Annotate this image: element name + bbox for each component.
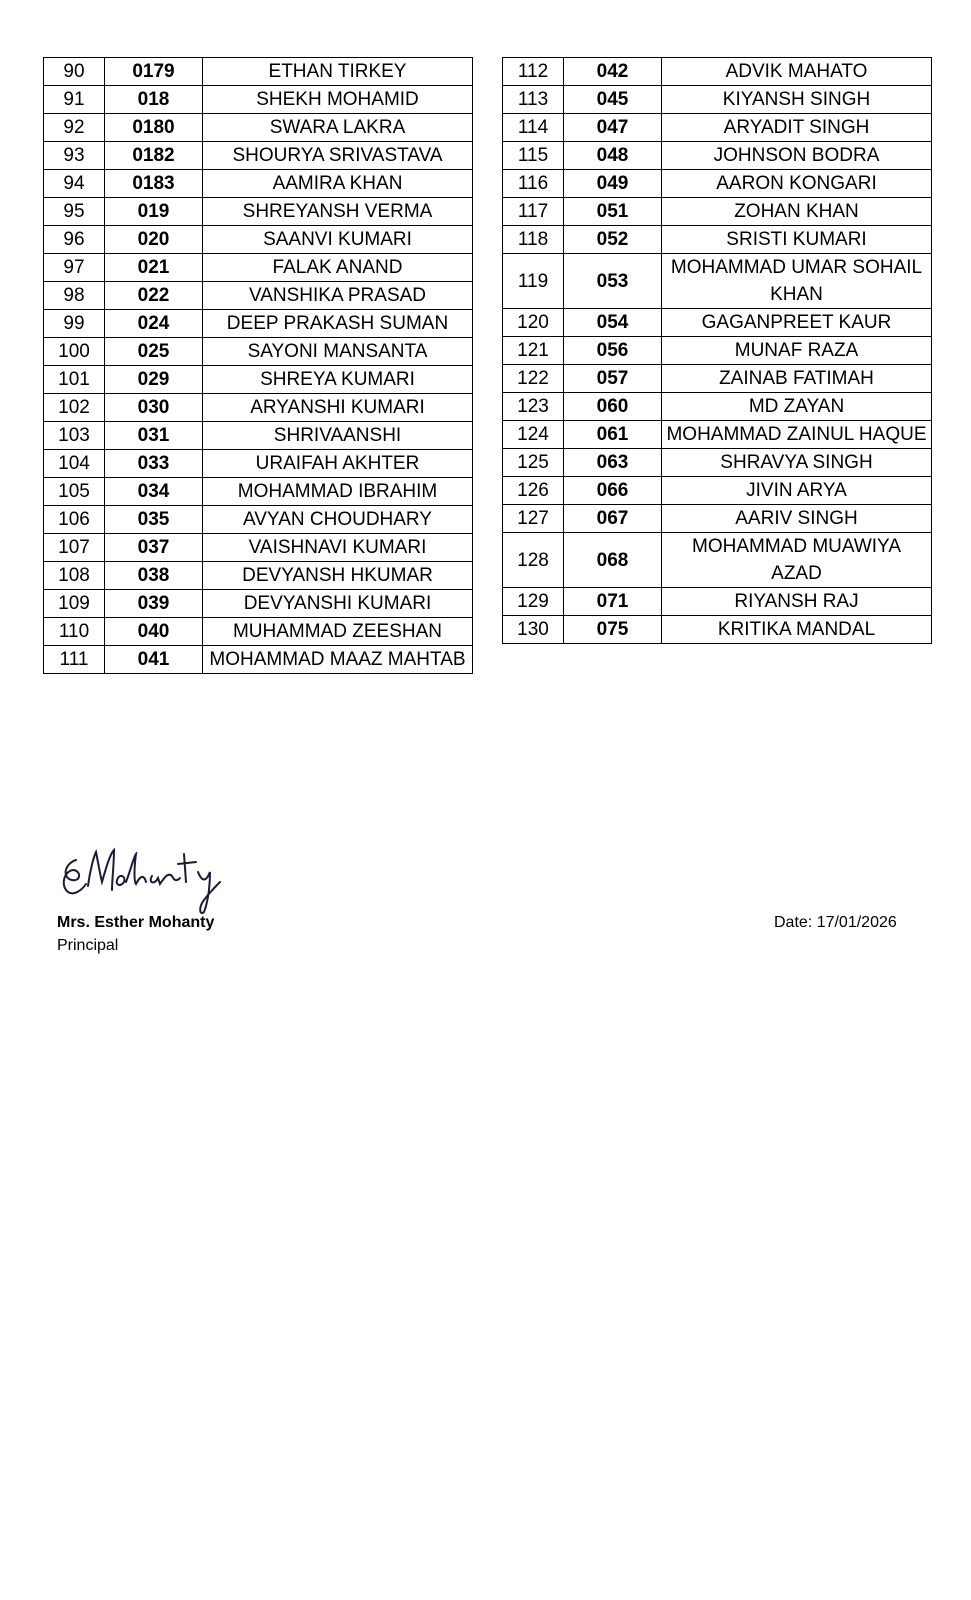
document-date: Date: 17/01/2026 bbox=[774, 914, 897, 931]
table-row bbox=[503, 114, 932, 142]
student-name-cell: MUNAF RAZA bbox=[662, 337, 932, 365]
student-name-cell: SAYONI MANSANTA bbox=[203, 338, 473, 366]
table-row bbox=[44, 562, 473, 590]
student-code-cell: 022 bbox=[105, 282, 203, 310]
student-name-cell: JIVIN ARYA bbox=[662, 477, 932, 505]
student-name-cell: MOHAMMAD MAAZ MAHTAB bbox=[203, 646, 473, 674]
table-row bbox=[44, 198, 473, 226]
student-name-cell: AVYAN CHOUDHARY bbox=[203, 506, 473, 534]
student-name-cell: SHRIVAANSHI bbox=[203, 422, 473, 450]
student-name-cell: AARON KONGARI bbox=[662, 170, 932, 198]
serial-number-cell: 109 bbox=[44, 590, 105, 618]
table-row bbox=[44, 506, 473, 534]
table-row bbox=[44, 142, 473, 170]
serial-number-cell: 130 bbox=[503, 616, 564, 644]
student-name-cell: URAIFAH AKHTER bbox=[203, 450, 473, 478]
table-row bbox=[503, 337, 932, 365]
student-name-cell: SHEKH MOHAMID bbox=[203, 86, 473, 114]
table-row bbox=[44, 366, 473, 394]
table-row bbox=[503, 142, 932, 170]
student-name-cell: SHRAVYA SINGH bbox=[662, 449, 932, 477]
student-name-cell: KRITIKA MANDAL bbox=[662, 616, 932, 644]
student-code-cell: 051 bbox=[564, 198, 662, 226]
serial-number-cell: 110 bbox=[44, 618, 105, 646]
table-row bbox=[44, 590, 473, 618]
student-name-cell: SHOURYA SRIVASTAVA bbox=[203, 142, 473, 170]
serial-number-cell: 114 bbox=[503, 114, 564, 142]
student-code-cell: 052 bbox=[564, 226, 662, 254]
student-name-cell: AAMIRA KHAN bbox=[203, 170, 473, 198]
serial-number-cell: 106 bbox=[44, 506, 105, 534]
table-row bbox=[503, 254, 932, 309]
table-row bbox=[44, 310, 473, 338]
student-code-cell: 020 bbox=[105, 226, 203, 254]
student-code-cell: 024 bbox=[105, 310, 203, 338]
table-row bbox=[44, 646, 473, 674]
student-name-cell: SAANVI KUMARI bbox=[203, 226, 473, 254]
serial-number-cell: 115 bbox=[503, 142, 564, 170]
student-name-cell: SWARA LAKRA bbox=[203, 114, 473, 142]
table-row bbox=[44, 478, 473, 506]
student-code-cell: 035 bbox=[105, 506, 203, 534]
student-name-cell: AARIV SINGH bbox=[662, 505, 932, 533]
serial-number-cell: 102 bbox=[44, 394, 105, 422]
table-row bbox=[503, 86, 932, 114]
student-code-cell: 031 bbox=[105, 422, 203, 450]
student-code-cell: 039 bbox=[105, 590, 203, 618]
student-code-cell: 071 bbox=[564, 588, 662, 616]
student-code-cell: 0180 bbox=[105, 114, 203, 142]
student-name-cell: MOHAMMAD IBRAHIM bbox=[203, 478, 473, 506]
student-name-cell: KIYANSH SINGH bbox=[662, 86, 932, 114]
table-row bbox=[503, 533, 932, 588]
student-code-cell: 034 bbox=[105, 478, 203, 506]
student-code-cell: 061 bbox=[564, 421, 662, 449]
serial-number-cell: 116 bbox=[503, 170, 564, 198]
student-name-cell: SHREYANSH VERMA bbox=[203, 198, 473, 226]
student-code-cell: 021 bbox=[105, 254, 203, 282]
student-code-cell: 067 bbox=[564, 505, 662, 533]
table-row bbox=[44, 618, 473, 646]
serial-number-cell: 107 bbox=[44, 534, 105, 562]
table-row bbox=[44, 114, 473, 142]
serial-number-cell: 120 bbox=[503, 309, 564, 337]
serial-number-cell: 117 bbox=[503, 198, 564, 226]
student-code-cell: 018 bbox=[105, 86, 203, 114]
serial-number-cell: 112 bbox=[503, 58, 564, 86]
serial-number-cell: 129 bbox=[503, 588, 564, 616]
serial-number-cell: 123 bbox=[503, 393, 564, 421]
serial-number-cell: 104 bbox=[44, 450, 105, 478]
serial-number-cell: 100 bbox=[44, 338, 105, 366]
serial-number-cell: 122 bbox=[503, 365, 564, 393]
serial-number-cell: 118 bbox=[503, 226, 564, 254]
student-code-cell: 068 bbox=[564, 533, 662, 588]
table-row bbox=[503, 309, 932, 337]
student-name-cell: MUHAMMAD ZEESHAN bbox=[203, 618, 473, 646]
student-code-cell: 053 bbox=[564, 254, 662, 309]
serial-number-cell: 103 bbox=[44, 422, 105, 450]
student-code-cell: 063 bbox=[564, 449, 662, 477]
table-row bbox=[503, 505, 932, 533]
student-code-cell: 037 bbox=[105, 534, 203, 562]
student-name-cell: MOHAMMAD UMAR SOHAIL KHAN bbox=[662, 254, 932, 309]
student-name-cell: MD ZAYAN bbox=[662, 393, 932, 421]
table-row bbox=[44, 254, 473, 282]
signer-name: Mrs. Esther Mohanty bbox=[57, 914, 215, 931]
student-name-cell: DEVYANSH HKUMAR bbox=[203, 562, 473, 590]
table-row bbox=[503, 449, 932, 477]
serial-number-cell: 96 bbox=[44, 226, 105, 254]
table-row bbox=[503, 477, 932, 505]
table-row bbox=[503, 421, 932, 449]
student-code-cell: 019 bbox=[105, 198, 203, 226]
serial-number-cell: 92 bbox=[44, 114, 105, 142]
student-code-cell: 038 bbox=[105, 562, 203, 590]
serial-number-cell: 108 bbox=[44, 562, 105, 590]
table-row bbox=[44, 86, 473, 114]
table-row bbox=[503, 393, 932, 421]
serial-number-cell: 119 bbox=[503, 254, 564, 309]
serial-number-cell: 90 bbox=[44, 58, 105, 86]
student-name-cell: DEVYANSHI KUMARI bbox=[203, 590, 473, 618]
serial-number-cell: 128 bbox=[503, 533, 564, 588]
student-name-cell: ETHAN TIRKEY bbox=[203, 58, 473, 86]
table-row bbox=[503, 58, 932, 86]
student-code-cell: 047 bbox=[564, 114, 662, 142]
student-code-cell: 025 bbox=[105, 338, 203, 366]
student-name-cell: ADVIK MAHATO bbox=[662, 58, 932, 86]
student-code-cell: 029 bbox=[105, 366, 203, 394]
student-name-cell: ZAINAB FATIMAH bbox=[662, 365, 932, 393]
serial-number-cell: 124 bbox=[503, 421, 564, 449]
table-row bbox=[44, 226, 473, 254]
serial-number-cell: 111 bbox=[44, 646, 105, 674]
serial-number-cell: 97 bbox=[44, 254, 105, 282]
student-code-cell: 040 bbox=[105, 618, 203, 646]
student-table-left bbox=[43, 57, 473, 674]
student-code-cell: 049 bbox=[564, 170, 662, 198]
student-code-cell: 060 bbox=[564, 393, 662, 421]
table-row bbox=[44, 450, 473, 478]
serial-number-cell: 125 bbox=[503, 449, 564, 477]
table-row bbox=[44, 282, 473, 310]
table-row bbox=[44, 338, 473, 366]
serial-number-cell: 99 bbox=[44, 310, 105, 338]
table-row bbox=[503, 365, 932, 393]
student-code-cell: 066 bbox=[564, 477, 662, 505]
serial-number-cell: 101 bbox=[44, 366, 105, 394]
serial-number-cell: 121 bbox=[503, 337, 564, 365]
student-code-cell: 054 bbox=[564, 309, 662, 337]
serial-number-cell: 127 bbox=[503, 505, 564, 533]
table-row bbox=[44, 422, 473, 450]
student-code-cell: 056 bbox=[564, 337, 662, 365]
student-name-cell: ARYANSHI KUMARI bbox=[203, 394, 473, 422]
table-row bbox=[44, 58, 473, 86]
student-code-cell: 057 bbox=[564, 365, 662, 393]
student-name-cell: ARYADIT SINGH bbox=[662, 114, 932, 142]
student-code-cell: 041 bbox=[105, 646, 203, 674]
student-name-cell: MOHAMMAD MUAWIYA AZAD bbox=[662, 533, 932, 588]
serial-number-cell: 91 bbox=[44, 86, 105, 114]
serial-number-cell: 98 bbox=[44, 282, 105, 310]
serial-number-cell: 126 bbox=[503, 477, 564, 505]
student-name-cell: ZOHAN KHAN bbox=[662, 198, 932, 226]
student-table-right bbox=[502, 57, 932, 644]
table-row bbox=[44, 534, 473, 562]
student-name-cell: VANSHIKA PRASAD bbox=[203, 282, 473, 310]
serial-number-cell: 94 bbox=[44, 170, 105, 198]
table-row bbox=[503, 226, 932, 254]
student-code-cell: 075 bbox=[564, 616, 662, 644]
student-code-cell: 042 bbox=[564, 58, 662, 86]
signer-title: Principal bbox=[57, 937, 119, 954]
table-row bbox=[44, 394, 473, 422]
serial-number-cell: 105 bbox=[44, 478, 105, 506]
serial-number-cell: 93 bbox=[44, 142, 105, 170]
student-code-cell: 048 bbox=[564, 142, 662, 170]
table-row bbox=[503, 170, 932, 198]
serial-number-cell: 95 bbox=[44, 198, 105, 226]
student-name-cell: VAISHNAVI KUMARI bbox=[203, 534, 473, 562]
student-name-cell: FALAK ANAND bbox=[203, 254, 473, 282]
student-code-cell: 033 bbox=[105, 450, 203, 478]
student-name-cell: RIYANSH RAJ bbox=[662, 588, 932, 616]
table-row bbox=[44, 170, 473, 198]
student-code-cell: 0179 bbox=[105, 58, 203, 86]
student-name-cell: SHREYA KUMARI bbox=[203, 366, 473, 394]
table-row bbox=[503, 616, 932, 644]
student-code-cell: 030 bbox=[105, 394, 203, 422]
student-name-cell: MOHAMMAD ZAINUL HAQUE bbox=[662, 421, 932, 449]
serial-number-cell: 113 bbox=[503, 86, 564, 114]
student-name-cell: JOHNSON BODRA bbox=[662, 142, 932, 170]
table-row bbox=[503, 588, 932, 616]
student-name-cell: GAGANPREET KAUR bbox=[662, 309, 932, 337]
student-name-cell: DEEP PRAKASH SUMAN bbox=[203, 310, 473, 338]
student-code-cell: 0182 bbox=[105, 142, 203, 170]
student-code-cell: 0183 bbox=[105, 170, 203, 198]
table-row bbox=[503, 198, 932, 226]
principal-signature bbox=[54, 842, 234, 920]
student-name-cell: SRISTI KUMARI bbox=[662, 226, 932, 254]
student-code-cell: 045 bbox=[564, 86, 662, 114]
